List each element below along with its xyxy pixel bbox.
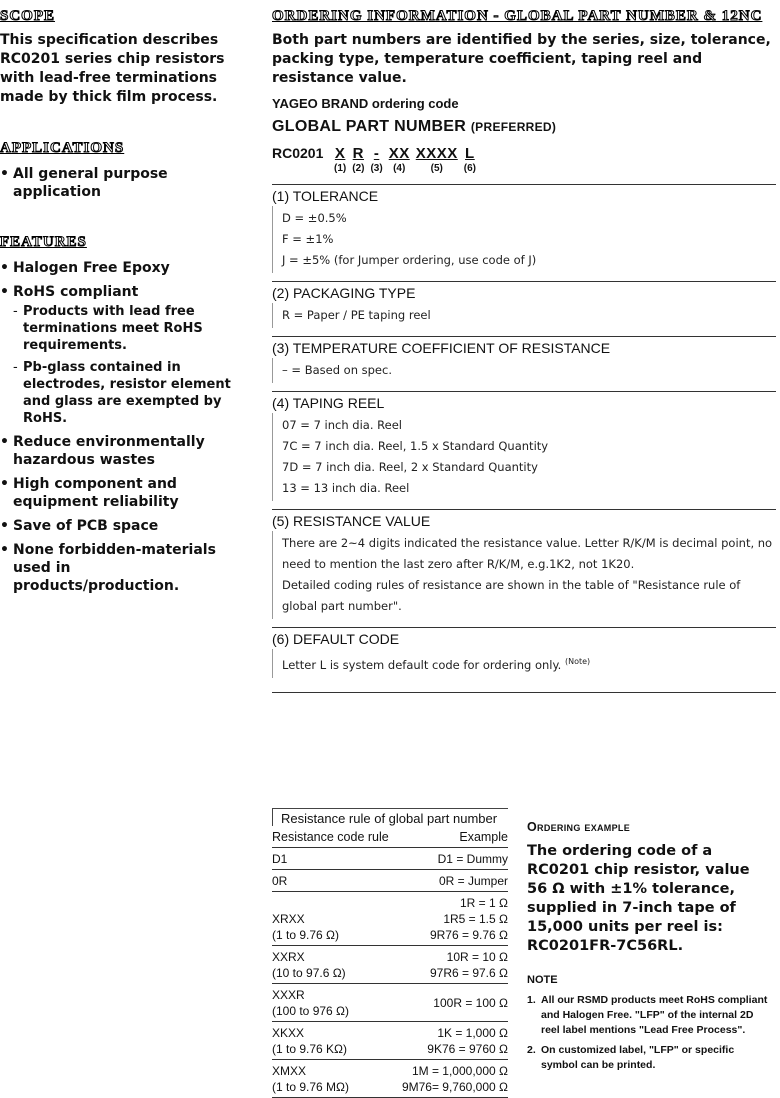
example-text: 1K = 1,000 Ω: [437, 1026, 508, 1040]
features-item: • Reduce environmentally hazardous wastes: [0, 433, 240, 469]
ordering-intro: Both part numbers are identified by the series, size, tolerance, packing type, temperature coefficient, taping reel and resistance value.: [272, 32, 771, 86]
example-cell: [430, 895, 508, 943]
tcr-title: (3) TEMPERATURE COEFFICIENT OF RESISTANCE: [272, 336, 776, 358]
table-caption: Resistance rule of global part number: [272, 808, 508, 826]
code-cell: [370, 145, 382, 174]
code-number: (5): [430, 163, 443, 174]
note-list: [527, 993, 772, 1073]
rule-cell: [272, 851, 287, 867]
taping-line: 7C = 7 inch dia. Reel, 1.5 x Standard Quantity: [282, 439, 549, 453]
rule-range: (10 to 97.6 Ω): [272, 966, 346, 980]
table-row: [272, 984, 508, 1022]
tolerance-title: (1) TOLERANCE: [272, 184, 776, 206]
default-body: [272, 649, 776, 678]
rule-range: (100 to 976 Ω): [272, 1004, 350, 1018]
table-row: [272, 892, 508, 946]
note-item: [527, 1043, 772, 1073]
left-column: [0, 8, 240, 601]
resistance-body: [272, 531, 776, 619]
tcr-section: [272, 336, 776, 383]
example-text: 9M76= 9,760,000 Ω: [401, 1080, 508, 1094]
example-cell: [438, 851, 508, 867]
packaging-title: (2) PACKAGING TYPE: [272, 281, 776, 303]
taping-line: 13 = 13 inch dia. Reel: [282, 481, 410, 495]
packaging-section: [272, 281, 776, 328]
example-cell: [427, 1025, 508, 1057]
taping-line: 07 = 7 inch dia. Reel: [282, 418, 402, 432]
features-item: • Halogen Free Epoxy: [0, 259, 240, 277]
part-number-pattern: [272, 145, 776, 174]
code-letter: X: [334, 145, 346, 162]
applications-item: • All general purpose application: [0, 165, 240, 201]
gpn-title: [272, 118, 776, 136]
resistance-para: Detailed coding rules of resistance are shown in the table of "Resistance rule of global part number".: [282, 578, 741, 613]
ordering-example: [527, 820, 772, 1078]
code-cell: [464, 145, 476, 174]
code-number: (6): [463, 163, 476, 174]
tolerance-line: J = ±5% (for Jumper ordering, use code of J): [282, 253, 537, 267]
ordering-heading: ORDERING INFORMATION - GLOBAL PART NUMBER & 12NC: [272, 8, 763, 24]
table-row: [272, 870, 508, 892]
rule-cell: [272, 911, 339, 943]
note-text: On customized label, "LFP" or specific symbol can be printed.: [541, 1044, 735, 1071]
example-text: 10R = 10 Ω: [446, 950, 508, 964]
applications-section: [0, 140, 240, 201]
rule-cell: [272, 873, 287, 889]
rule-text: XRXX: [272, 912, 305, 926]
part-codes: [334, 145, 482, 174]
resistance-rule-table: [272, 808, 508, 1098]
features-heading: FEATURES: [0, 234, 87, 250]
gpn-title-text: GLOBAL PART NUMBER: [272, 118, 467, 135]
code-number: (4): [393, 163, 406, 174]
table-row: [272, 1060, 508, 1098]
example-cell: [430, 949, 508, 981]
rule-text: XXRX: [272, 950, 305, 964]
example-heading: Ordering example: [527, 820, 631, 834]
rule-text: 0R: [272, 874, 288, 888]
brand-label: YAGEO BRAND ordering code: [272, 96, 459, 111]
rule-range: (1 to 9.76 KΩ): [272, 1042, 348, 1056]
table-row: [272, 946, 508, 984]
rule-cell: [272, 1025, 347, 1057]
ordering-section: [272, 8, 776, 693]
section-divider: [272, 692, 776, 693]
example-text: 100R = 100 Ω: [433, 996, 508, 1010]
code-letter: R: [352, 145, 365, 162]
features-item: [0, 283, 240, 427]
code-letter: L: [465, 145, 475, 162]
tcr-body: [272, 358, 776, 383]
example-text: D1 = Dummy: [437, 852, 508, 866]
default-section: [272, 627, 776, 678]
example-text: 9R76 = 9.76 Ω: [429, 928, 508, 942]
rule-text: XMXX: [272, 1064, 307, 1078]
example-text: 1R5 = 1.5 Ω: [443, 912, 508, 926]
default-title: (6) DEFAULT CODE: [272, 627, 776, 649]
packaging-body: [272, 303, 776, 328]
taping-section: [272, 391, 776, 501]
code-cell: [334, 145, 346, 174]
features-item: • High component and equipment reliability: [0, 475, 240, 511]
rule-text: XKXX: [272, 1026, 305, 1040]
code-number: (1): [334, 163, 347, 174]
code-letter: XX: [388, 145, 410, 162]
code-cell: [416, 145, 458, 174]
rule-text: XXXR: [272, 988, 305, 1002]
taping-line: 7D = 7 inch dia. Reel, 2 x Standard Quantity: [282, 460, 538, 474]
code-letter: -: [373, 145, 380, 162]
gpn-preferred: (PREFERRED): [470, 120, 557, 134]
example-text: 1M = 1,000,000 Ω: [411, 1064, 508, 1078]
packaging-line: R = Paper / PE taping reel: [282, 308, 431, 322]
note-number: 1.: [527, 994, 536, 1006]
rule-cell: [272, 1063, 349, 1095]
example-text: 9K76 = 9760 Ω: [427, 1042, 508, 1056]
note-item: [527, 993, 772, 1038]
code-number: (2): [352, 163, 365, 174]
rule-range: (1 to 9.76 Ω): [272, 928, 340, 942]
rohs-sub-item: - Products with lead free terminations meet RoHS requirements.: [13, 303, 240, 354]
example-text: The ordering code of a RC0201 chip resistor, value 56 Ω with ±1% tolerance, supplied in 7-inch tape of 15,000 units per reel is: RC0201FR-7C56RL.: [527, 843, 750, 954]
rule-range: (1 to 9.76 MΩ): [272, 1080, 349, 1094]
default-text: Letter L is system default code for ordering only.: [282, 657, 562, 672]
example-cell: [433, 995, 508, 1011]
example-cell: [439, 873, 508, 889]
tolerance-line: D = ±0.5%: [282, 211, 347, 225]
applications-heading: APPLICATIONS: [0, 140, 125, 156]
scope-section: [0, 8, 240, 107]
note-text: All our RSMD products meet RoHS compliant and Halogen Free. "LFP" of the internal 2D reel label mentions "Lead Free Process".: [541, 994, 768, 1036]
features-section: [0, 234, 240, 595]
resistance-section: [272, 509, 776, 619]
taping-body: [272, 413, 776, 501]
example-text: 0R = Jumper: [438, 874, 508, 888]
note-number: 2.: [527, 1044, 536, 1056]
features-item: • Save of PCB space: [0, 517, 240, 535]
table-row: [272, 1022, 508, 1060]
tolerance-line: F = ±1%: [282, 232, 334, 246]
taping-title: (4) TAPING REEL: [272, 391, 776, 413]
scope-text: This specification describes RC0201 series chip resistors with lead-free terminations made by thick film process.: [0, 32, 225, 105]
code-number: (3): [370, 163, 383, 174]
default-note-ref: (Note): [564, 657, 591, 666]
resistance-title: (5) RESISTANCE VALUE: [272, 509, 776, 531]
table-row: [272, 848, 508, 870]
rule-cell: [272, 987, 349, 1019]
example-text: 1R = 1 Ω: [460, 896, 508, 910]
scope-heading: SCOPE: [0, 8, 56, 24]
header-example: Example: [459, 830, 508, 844]
tcr-line: – = Based on spec.: [282, 363, 392, 377]
features-item: • None forbidden-materials used in products/production.: [0, 541, 240, 595]
header-rule: Resistance code rule: [272, 830, 389, 844]
features-item-text: RoHS compliant: [13, 284, 139, 300]
rohs-sub-item: - Pb-glass contained in electrodes, resistor element and glass are exempted by RoHS.: [13, 359, 240, 427]
tolerance-body: [272, 206, 776, 273]
rule-text: D1: [272, 852, 288, 866]
code-letter: XXXX: [415, 145, 458, 162]
code-cell: [352, 145, 364, 174]
tolerance-section: [272, 184, 776, 273]
note-heading: NOTE: [527, 974, 558, 986]
rule-cell: [272, 949, 346, 981]
example-text: 97R6 = 97.6 Ω: [429, 966, 508, 980]
example-cell: [402, 1063, 508, 1095]
part-prefix: RC0201: [272, 145, 324, 161]
resistance-para: There are 2~4 digits indicated the resistance value. Letter R/K/M is decimal point, no need to mention the last zero after R/K/M, e.g.1K2, not 1K20.: [282, 536, 773, 571]
code-cell: [389, 145, 410, 174]
table-header: [272, 826, 508, 848]
